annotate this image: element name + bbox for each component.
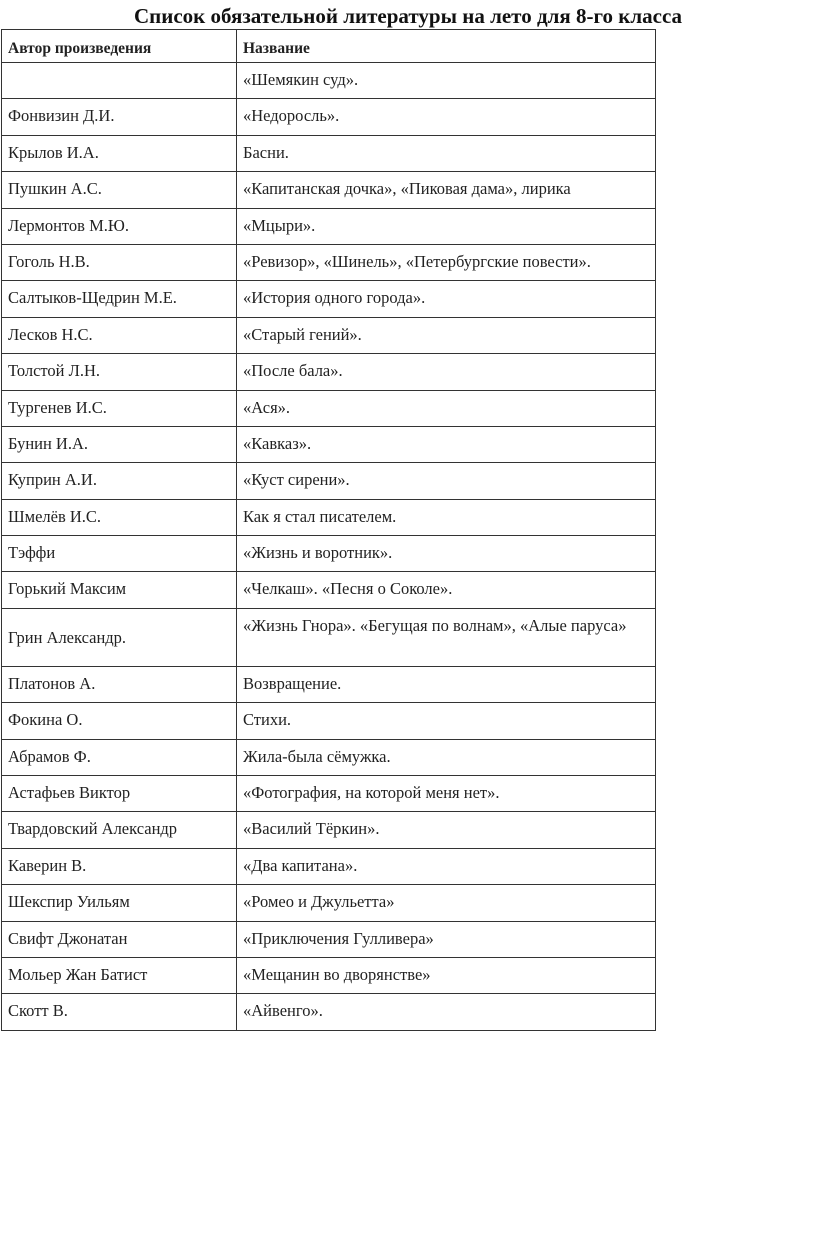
table-row — [2, 463, 656, 499]
work-cell: Как я стал писателем. — [237, 499, 656, 535]
author-cell: Платонов А. — [2, 666, 237, 702]
author-cell: Свифт Джонатан — [2, 921, 237, 957]
table-row — [2, 703, 656, 739]
author-cell: Шекспир Уильям — [2, 885, 237, 921]
author-cell: Каверин В. — [2, 848, 237, 884]
table-row — [2, 317, 656, 353]
author-cell: Абрамов Ф. — [2, 739, 237, 775]
table-row — [2, 208, 656, 244]
table-row — [2, 921, 656, 957]
author-cell: Скотт В. — [2, 994, 237, 1030]
table-row — [2, 172, 656, 208]
work-cell: «Ревизор», «Шинель», «Петербургские повести». — [237, 244, 656, 280]
author-cell: Фокина О. — [2, 703, 237, 739]
work-cell: «После бала». — [237, 354, 656, 390]
table-row — [2, 536, 656, 572]
author-cell: Бунин И.А. — [2, 426, 237, 462]
table-row — [2, 426, 656, 462]
work-cell: «Челкаш». «Песня о Соколе». — [237, 572, 656, 608]
work-cell: Возвращение. — [237, 666, 656, 702]
work-cell: «Кавказ». — [237, 426, 656, 462]
author-cell: Твардовский Александр — [2, 812, 237, 848]
author-cell: Гоголь Н.В. — [2, 244, 237, 280]
author-cell: Астафьев Виктор — [2, 776, 237, 812]
table-row — [2, 390, 656, 426]
author-cell: Грин Александр. — [2, 608, 237, 666]
author-cell: Мольер Жан Батист — [2, 957, 237, 993]
table-row — [2, 848, 656, 884]
work-cell: «Айвенго». — [237, 994, 656, 1030]
column-header-work: Название — [237, 30, 656, 63]
table-header-row — [2, 30, 656, 63]
author-cell: Куприн А.И. — [2, 463, 237, 499]
work-cell: Жила-была сёмужка. — [237, 739, 656, 775]
author-cell: Пушкин А.С. — [2, 172, 237, 208]
author-cell: Тэффи — [2, 536, 237, 572]
work-cell: «Василий Тёркин». — [237, 812, 656, 848]
work-cell: «Ромео и Джульетта» — [237, 885, 656, 921]
table-row — [2, 572, 656, 608]
table-row — [2, 666, 656, 702]
table-row — [2, 957, 656, 993]
work-cell: «Капитанская дочка», «Пиковая дама», лирика — [237, 172, 656, 208]
table-row — [2, 739, 656, 775]
work-cell: Басни. — [237, 135, 656, 171]
author-cell: Салтыков-Щедрин М.Е. — [2, 281, 237, 317]
author-cell: Лермонтов М.Ю. — [2, 208, 237, 244]
work-cell: «Жизнь Гнора». «Бегущая по волнам», «Алые паруса» — [237, 608, 656, 666]
work-cell: «Куст сирени». — [237, 463, 656, 499]
work-cell: «Приключения Гулливера» — [237, 921, 656, 957]
table-row — [2, 499, 656, 535]
work-cell: «Мещанин во дворянстве» — [237, 957, 656, 993]
table-row — [2, 608, 656, 666]
table-row — [2, 354, 656, 390]
author-cell: Лесков Н.С. — [2, 317, 237, 353]
work-cell: Стихи. — [237, 703, 656, 739]
work-cell: «История одного города». — [237, 281, 656, 317]
table-row — [2, 281, 656, 317]
work-cell: «Мцыри». — [237, 208, 656, 244]
work-cell: «Жизнь и воротник». — [237, 536, 656, 572]
table-row — [2, 99, 656, 135]
table-row — [2, 244, 656, 280]
table-row — [2, 885, 656, 921]
author-cell: Крылов И.А. — [2, 135, 237, 171]
author-cell: Толстой Л.Н. — [2, 354, 237, 390]
work-cell: «Шемякин суд». — [237, 63, 656, 99]
author-cell: Фонвизин Д.И. — [2, 99, 237, 135]
work-cell: «Два капитана». — [237, 848, 656, 884]
work-cell: «Ася». — [237, 390, 656, 426]
table-row — [2, 776, 656, 812]
table-row — [2, 63, 656, 99]
author-cell: Горький Максим — [2, 572, 237, 608]
author-cell: Шмелёв И.С. — [2, 499, 237, 535]
table-row — [2, 812, 656, 848]
work-cell: «Старый гений». — [237, 317, 656, 353]
work-cell: «Фотография, на которой меня нет». — [237, 776, 656, 812]
author-cell — [2, 63, 237, 99]
page-title: Список обязательной литературы на лето для 8-го класса — [133, 4, 683, 28]
author-cell: Тургенев И.С. — [2, 390, 237, 426]
table-row — [2, 135, 656, 171]
table-row — [2, 994, 656, 1030]
column-header-author: Автор произведения — [2, 30, 237, 63]
work-cell: «Недоросль». — [237, 99, 656, 135]
literature-table — [1, 29, 656, 1031]
